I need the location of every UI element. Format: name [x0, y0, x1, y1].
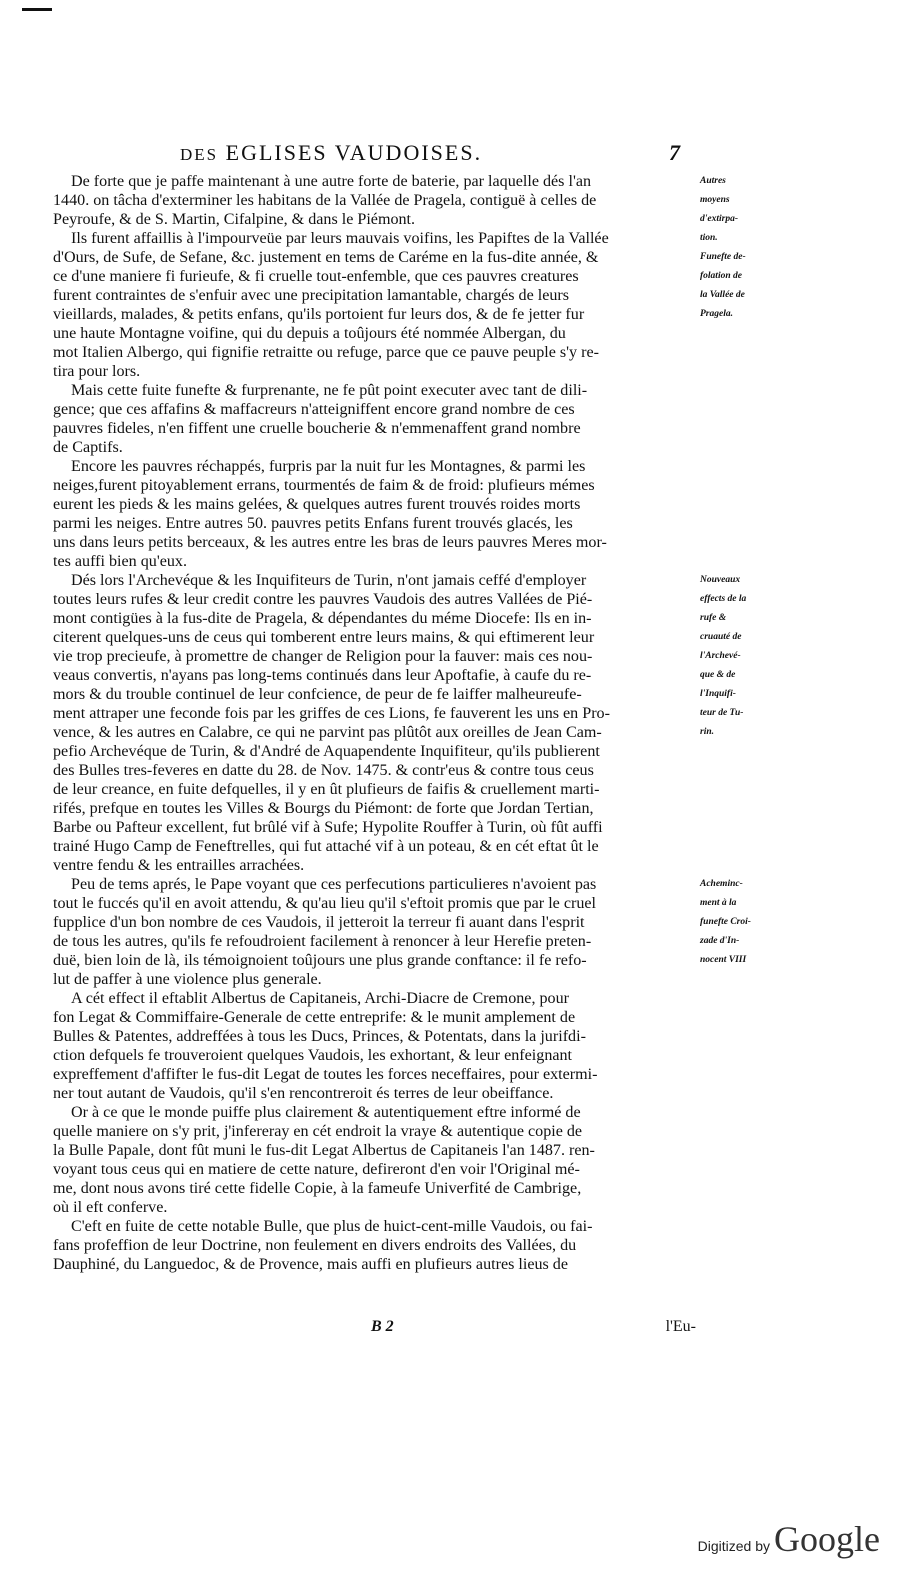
margin-note: teur de Tu- [700, 708, 744, 718]
text-line: me, dont nous avons tiré cette fidelle Copie, à la fameufe Univerfité de Cambrige, [53, 1180, 582, 1197]
page-footer [53, 1318, 696, 1338]
margin-note: que & de [700, 670, 736, 680]
margin-note: d'extirpa- [700, 214, 738, 224]
text-line: une haute Montagne voifine, qui du depuis a toûjours été nommée Albergan, du [53, 325, 566, 342]
running-title-prefix: DES [180, 145, 219, 164]
margin-note: Funefte de- [700, 252, 746, 262]
text-line: Ils furent affaillis à l'impourveüe par leurs mauvais voifins, les Papiftes de la Vallée [71, 230, 609, 247]
margin-note: la Vallée de [700, 290, 745, 300]
top-rule-mark [22, 8, 52, 11]
text-line: de tous les autres, qu'ils fe refoudroient facilement à renoncer à leur Herefie preten- [53, 933, 592, 950]
margin-note: Autres [700, 176, 726, 186]
text-line: expreffement d'affifter le fus-dit Legat de toutes les forces neceffaires, pour extermi- [53, 1066, 598, 1083]
text-line: ce d'une maniere fi furieufe, & fi cruelle tout-enfemble, que ces pauvres creatures [53, 268, 579, 285]
text-line: de Captifs. [53, 439, 123, 456]
text-line: fans profeffion de leur Doctrine, non feulement en divers endroits des Vallées, du [53, 1237, 577, 1254]
text-line: Encore les pauvres réchappés, furpris par la nuit fur les Montagnes, & parmi les [71, 458, 586, 475]
margin-note: effects de la [700, 594, 747, 604]
margin-note: nocent VIII [700, 955, 747, 965]
text-line: ment attraper une feconde fois par les griffes de ces Lions, fe fauverent les uns en Pro- [53, 705, 610, 722]
digitized-by-text: Digitized by [697, 1538, 771, 1554]
text-line: vence, & les autres en Calabre, ce qui ne parvint pas plûtôt aux oreilles de Jean Cam- [53, 724, 602, 741]
text-line: des Bulles tres-feveres en datte du 28. de Nov. 1475. & contr'eus & contre tous ceus [53, 762, 594, 779]
page-number: 7 [669, 140, 680, 165]
running-title [180, 140, 482, 166]
margin-note: cruauté de [700, 632, 742, 642]
text-line: fupplice d'un bon nombre de ces Vaudois, il jetteroit la terreur fi auant dans l'esprit [53, 914, 585, 931]
text-line: Or à ce que le monde puiffe plus clairement & autentiquement eftre informé de [71, 1104, 581, 1121]
text-line: trainé Hugo Camp de Feneftrelles, qui fut attaché vif à un poteau, & en cét eftat ût le [53, 838, 599, 855]
margin-note: tion. [700, 233, 718, 243]
text-line: voyant tous ceus qui en matiere de cette nature, defireront d'en voir l'Original mé- [53, 1161, 580, 1178]
text-line: pauvres fideles, n'en fiffent une cruelle boucherie & n'emmenaffent grand nombre [53, 420, 581, 437]
margin-note: Acheminc- [700, 879, 743, 889]
text-line: la Bulle Papale, dont fût muni le fus-dit Legat Albertus de Capitaneis l'an 1487. ren- [53, 1142, 595, 1159]
margin-note: l'Inquifi- [700, 689, 736, 699]
text-line: Bulles & Patentes, addreffées à tous les Ducs, Princes, & Potentats, dans la jurifdi- [53, 1028, 586, 1045]
text-line: Mais cette fuite funefte & furprenante, ne fe pût point executer avec tant de dili- [71, 382, 588, 399]
text-line: Peu de tems aprés, le Pape voyant que ces perfecutions particulieres n'avoient pas [71, 876, 597, 893]
text-line: A cét effect il eftablit Albertus de Capitaneis, Archi-Diacre de Cremone, pour [71, 990, 569, 1007]
google-logo: Google [774, 1519, 880, 1559]
text-line: Dauphiné, du Languedoc, & de Provence, mais auffi en plufieurs autres lieus de [53, 1256, 568, 1273]
margin-note: rufe & [700, 613, 727, 623]
text-line: Dés lors l'Archevéque & les Inquifiteurs de Turin, n'ont jamais ceffé d'employer [71, 572, 587, 589]
text-line: uns dans leurs petits berceaux, & les autres entre les bras de leurs pauvres Meres mor- [53, 534, 607, 551]
text-line: citerent quelques-uns de ceus qui tomberent entre leurs mains, & qui eftimerent leur [53, 629, 595, 646]
catchword: l'Eu- [665, 1318, 696, 1335]
text-line: neiges,furent pitoyablement errans, tourmentés de faim & de froid: plufieurs mémes [53, 477, 595, 494]
text-line: d'Ours, de Sufe, de Sefane, &c. justement en tems de Caréme en la fus-dite année, & [53, 249, 599, 266]
text-line: vie trop precieufe, à promettre de changer de Religion pour la fauver: mais ces nou- [53, 648, 593, 665]
text-line: furent contraintes de s'enfuir avec une precipitation lamantable, chargés de leurs [53, 287, 570, 304]
text-line: ventre fendu & les entrailles arrachées. [53, 857, 305, 874]
text-line: veaus convertis, n'ayans pas long-tems continués dans leur Apoftafie, à caufe du re- [53, 667, 592, 684]
margin-note: rin. [700, 727, 714, 737]
margin-note: folation de [700, 271, 742, 281]
margin-note: funefte Croi- [700, 917, 751, 927]
text-line: mot Italien Albergo, qui fignifie retraitte ou refuge, parce que ce pauve peuple s'y re- [53, 344, 599, 361]
margin-note: l'Archevé- [700, 651, 741, 661]
text-line: Barbe ou Pafteur excellent, fut brûlé vif à Sufe; Hypolite Rouffer à Turin, où fût auffi [53, 819, 603, 836]
text-line: où il eft conferve. [53, 1199, 168, 1216]
text-line: tira pour lors. [53, 363, 141, 380]
text-line: duë, bien loin de là, ils témoignoient toûjours une plus grande conftance: il fe refo- [53, 952, 587, 969]
text-line: de leur creance, en fuite defquelles, il y en ût plufieurs de faifis & cruellement marti- [53, 781, 600, 798]
text-line: fon Legat & Commiffaire-Generale de cette entreprife: & le munit amplement de [53, 1009, 576, 1026]
text-line: Peyroufe, & de S. Martin, Cifalpine, & dans le Piémont. [53, 211, 416, 228]
text-line: vieillards, malades, & petits enfans, qu'ils portoient fur leurs dos, & de fe jetter fur [53, 306, 585, 323]
text-line: lut de paffer à une violence plus generale. [53, 971, 322, 988]
text-line: eurent les pieds & les mains gelées, & quelques autres furent trouvés roides morts [53, 496, 581, 513]
text-line: gence; que ces affafins & maffacreurs n'atteigniffent encore grand nombre de ces [53, 401, 575, 418]
margin-note: zade d'In- [700, 936, 740, 946]
text-line: mont contigües à la fus-dite de Pragela, & dépendantes du méme Diocefe: Ils en in- [53, 610, 592, 627]
text-line: toutes leurs rufes & leur credit contre les pauvres Vaudois des autres Vallées de Pié- [53, 591, 593, 608]
margin-note: moyens [700, 195, 730, 205]
text-line: De forte que je paffe maintenant à une autre forte de baterie, par laquelle dés l'an [71, 173, 592, 190]
text-line: rifés, prefque en toutes les Villes & Bourgs du Piémont: de forte que Jordan Tertian, [53, 800, 594, 817]
margin-note: Pragela. [700, 309, 733, 319]
text-line: ner tout autant de Vaudois, qu'il s'en rencontreroit és terres de leur obeiffance. [53, 1085, 554, 1102]
running-header [180, 140, 680, 166]
text-line: 1440. on tâcha d'exterminer les habitans de la Vallée de Pragela, contiguë à celles de [53, 192, 597, 209]
margin-note: ment à la [700, 898, 737, 908]
text-line: tout le fuccés qu'il en avoit attendu, & qu'au lieu qu'il s'eftoit promis que par le cruel [53, 895, 596, 912]
text-line: pefio Archevéque de Turin, & d'André de Aquapendente Inquifiteur, qu'ils publierent [53, 743, 600, 760]
signature-mark: B 2 [371, 1318, 394, 1335]
body-text [53, 172, 696, 1274]
running-title-main: EGLISES VAUDOISES. [225, 140, 483, 165]
margin-note: Nouveaux [700, 575, 741, 585]
text-line: mors & du trouble continuel de leur confcience, de peur de fe laiffer malheureufe- [53, 686, 582, 703]
text-line: parmi les neiges. Entre autres 50. pauvres petits Enfans furent trouvés glacés, les [53, 515, 573, 532]
text-line: quelle maniere on s'y prit, j'infereray en cét endroit la vraye & autentique copie de [53, 1123, 583, 1140]
text-line: ction defquels fe trouveroient quelques Vaudois, les exhortant, & leur enfeignant [53, 1047, 573, 1064]
text-line: tes auffi bien qu'eux. [53, 553, 187, 570]
digitized-watermark [698, 1518, 880, 1560]
text-line: C'eft en fuite de cette notable Bulle, que plus de huict-cent-mille Vaudois, ou fai- [71, 1218, 593, 1235]
